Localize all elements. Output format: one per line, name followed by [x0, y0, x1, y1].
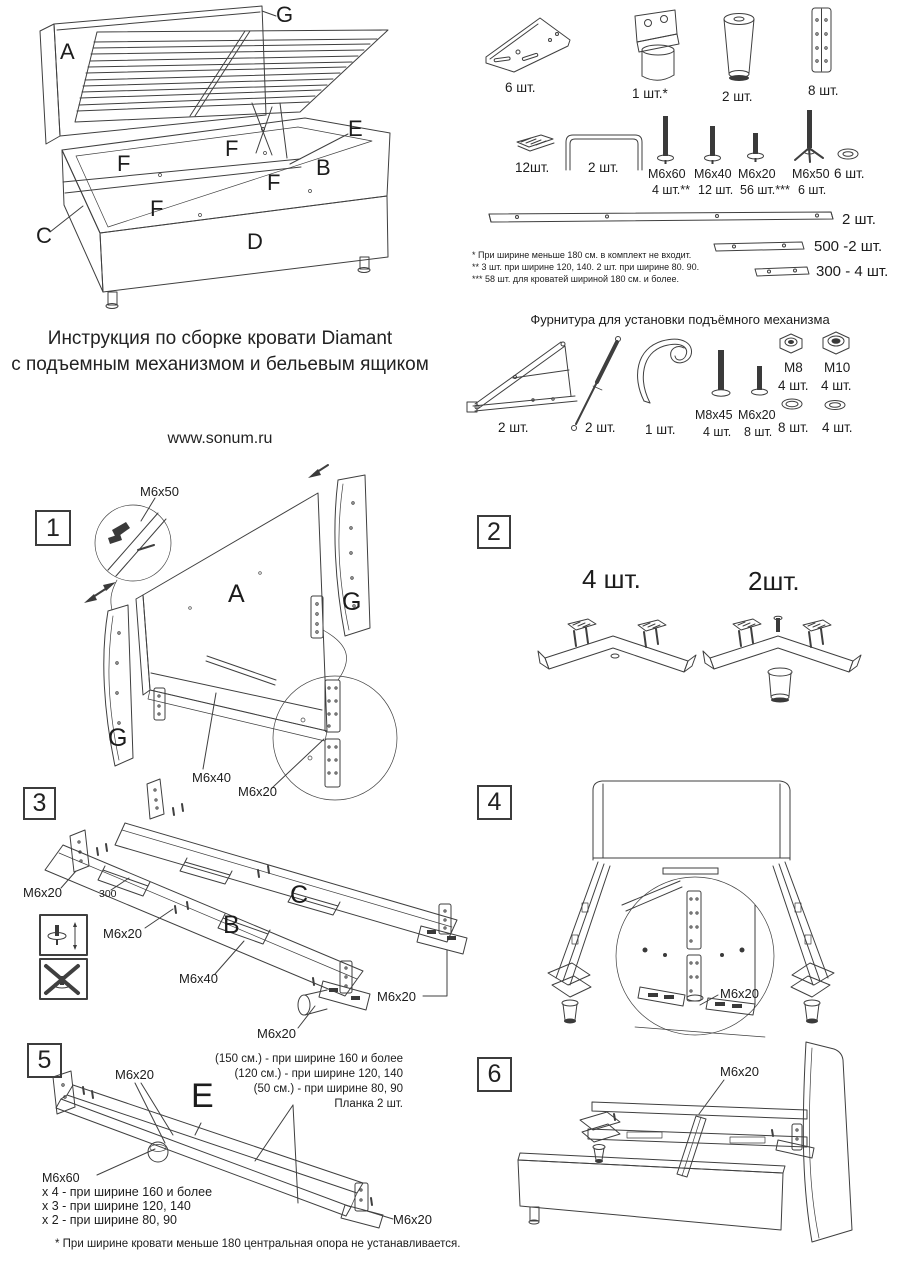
step3-m6x20-a-label: M6x20 [23, 885, 63, 900]
overview-diagram [10, 3, 460, 318]
bolt-m6x60-qty: 4 шт.** [652, 183, 690, 197]
bolt-m6x50-qty: 6 шт. [798, 183, 827, 197]
strap-qty: 1 шт. [645, 422, 676, 437]
parts-list [460, 0, 900, 308]
leg-qty: 2 шт. [722, 89, 753, 104]
step1-m6x50-label: M6x50 [140, 484, 180, 499]
bolt-m8x45-qty: 4 шт. [703, 425, 732, 439]
bolt-m6x20-icon [746, 131, 764, 165]
step-3-number: 3 [23, 787, 56, 820]
overview-label-c: C [36, 223, 52, 248]
pad-icon [515, 133, 555, 155]
mechanism-title: Фурнитура для установки подъёмного механизма [530, 312, 830, 327]
website-url: www.sonum.ru [167, 430, 273, 447]
washer-icon [835, 146, 861, 162]
step-2 [470, 498, 900, 710]
nut-m10-label: M10 [824, 360, 851, 375]
step-4-drawing [460, 765, 900, 1057]
step2-qty2-label: 2шт. [748, 566, 800, 596]
parts-note-1: * При ширине меньше 180 см. в комплект не входит. [472, 250, 692, 260]
step5-e-label: E [191, 1077, 214, 1115]
step5-plank: Планка 2 шт. [334, 1098, 403, 1110]
step5-opt2: (120 см.) - при ширине 120, 140 [234, 1068, 403, 1080]
step5-x4: x 4 - при ширине 160 и более [42, 1185, 213, 1199]
bolt-m8x45-label: M8x45 [695, 408, 733, 422]
nut-m8-qty: 4 шт. [778, 378, 809, 393]
mechanism-section [460, 308, 900, 453]
step5-m6x20-top-label: M6x20 [115, 1067, 155, 1082]
step5-m6x20-br-label: M6x20 [393, 1212, 433, 1227]
overview-label-e: E [348, 116, 363, 141]
step4-m6x20-label: M6x20 [720, 986, 760, 1001]
step3-m6x20-d-label: M6x20 [377, 989, 417, 1004]
step2-qty4-label: 4 шт. [582, 564, 641, 594]
step-6 [462, 1040, 897, 1265]
step-3-drawing [15, 778, 470, 1050]
overview-label-f4: F [267, 170, 281, 195]
step5-x3: x 3 - при ширине 120, 140 [42, 1199, 191, 1213]
bolt-m6x40-icon [703, 124, 721, 166]
step-5 [15, 1035, 475, 1250]
step5-opt3: (50 см.) - при ширине 80, 90 [253, 1083, 403, 1095]
center-bracket-icon [625, 6, 687, 88]
gas-strut-qty: 2 шт. [585, 420, 616, 435]
step-1-drawing [20, 458, 460, 813]
step5-opt1: (150 см.) - при ширине 160 и более [215, 1053, 403, 1065]
step5-m6x60-block [42, 1171, 212, 1227]
nut-m10-icon [820, 330, 854, 356]
nut-m8-icon [777, 332, 807, 356]
step-5-number: 5 [27, 1043, 62, 1078]
step5-m6x60: M6x60 [42, 1171, 80, 1185]
step5-x2: x 2 - при ширине 80, 90 [42, 1213, 177, 1227]
step3-m6x40-label: M6x40 [179, 971, 219, 986]
bolt-m6x60-icon [656, 114, 674, 166]
rail-long-qty: 2 шт. [842, 211, 876, 228]
bolt-m6x60-label: M6x60 [648, 167, 686, 181]
step-2-drawing [470, 498, 900, 710]
lift-frame-qty: 2 шт. [498, 420, 529, 435]
step-2-number: 2 [477, 515, 511, 549]
parts-note-3: *** 58 шт. для кроватей шириной 180 см. и более. [472, 274, 679, 284]
overview-label-a: A [60, 39, 75, 64]
overview-label-f3: F [150, 196, 164, 221]
bolt-m6x20-qty: 56 шт.*** [740, 183, 790, 197]
step1-g-left-label: G [108, 724, 128, 752]
corner-bracket-qty: 6 шт. [505, 80, 536, 95]
washer-4-icon [822, 398, 848, 412]
step-6-number: 6 [477, 1057, 512, 1092]
nut-m8-label: M8 [784, 360, 803, 375]
overview-label-d: D [247, 229, 263, 254]
bolt-m6x20b-label: M6x20 [738, 408, 776, 422]
bolt-m8x45-icon [710, 348, 732, 402]
step-1 [20, 458, 460, 813]
plate-icon [808, 6, 836, 80]
step3-m6x20-c-label: M6x20 [257, 1026, 297, 1041]
bolt-m6x50-label: M6x50 [792, 167, 830, 181]
step3-b-label: B [223, 911, 240, 939]
leg-icon [718, 10, 760, 90]
overview-label-f1: F [117, 151, 131, 176]
strap-icon [628, 333, 700, 413]
washer-qty: 6 шт. [834, 166, 865, 181]
bolt-m6x40-qty: 12 шт. [698, 183, 734, 197]
step-4-number: 4 [477, 785, 512, 820]
bolt-m6x20-label: M6x20 [738, 167, 776, 181]
washer-4-qty: 4 шт. [822, 420, 853, 435]
step1-a-label: A [228, 580, 245, 608]
rail-long-icon [487, 210, 837, 226]
nut-m10-qty: 4 шт. [821, 378, 852, 393]
center-bracket-qty: 1 шт.* [632, 86, 668, 101]
title-line1: Инструкция по сборке кровати Diamant [47, 328, 393, 349]
step6-m6x20-label: M6x20 [720, 1064, 760, 1079]
parts-note-2: ** 3 шт. при ширине 120, 140. 2 шт. при ширине 80. 90. [472, 262, 700, 272]
step1-m6x20-label: M6x20 [238, 784, 278, 799]
step1-m6x40-label: M6x40 [192, 770, 232, 785]
title-line2: с подъемным механизмом и бельевым ящиком [11, 354, 429, 375]
step5-options-block [163, 1052, 403, 1112]
corner-bracket-icon [478, 12, 578, 74]
overview-label-f2: F [225, 136, 239, 161]
overview-label-b: B [316, 155, 331, 180]
pad-qty: 12шт. [515, 160, 550, 175]
page-title [5, 326, 435, 378]
step-3 [15, 778, 470, 1050]
rail-500-qty: 500 -2 шт. [814, 238, 883, 255]
rail-300-icon [753, 265, 813, 278]
bolt-m6x20b-qty: 8 шт. [744, 425, 773, 439]
step3-dim300-label: 300 [99, 888, 117, 900]
step-4 [460, 765, 900, 1057]
washer-8-qty: 8 шт. [778, 420, 809, 435]
step-6-drawing [462, 1040, 897, 1265]
step3-m6x20-b-label: M6x20 [103, 926, 143, 941]
rail-500-icon [712, 240, 808, 254]
plate-qty: 8 шт. [808, 83, 839, 98]
u-bracket-qty: 2 шт. [588, 160, 619, 175]
bolt-m6x20b-icon [750, 364, 768, 402]
step-1-number: 1 [35, 510, 71, 546]
washer-8-icon [779, 396, 805, 412]
step3-c-label: C [290, 881, 309, 909]
bottom-footnote: * При ширине кровати меньше 180 центральная опора не устанавливается. [55, 1238, 461, 1250]
step1-g-right-label: G [342, 588, 362, 616]
bolt-m6x40-label: M6x40 [694, 167, 732, 181]
overview-label-g: G [276, 2, 294, 27]
bolt-m6x50-icon [790, 108, 828, 166]
rail-300-qty: 300 - 4 шт. [816, 263, 889, 280]
